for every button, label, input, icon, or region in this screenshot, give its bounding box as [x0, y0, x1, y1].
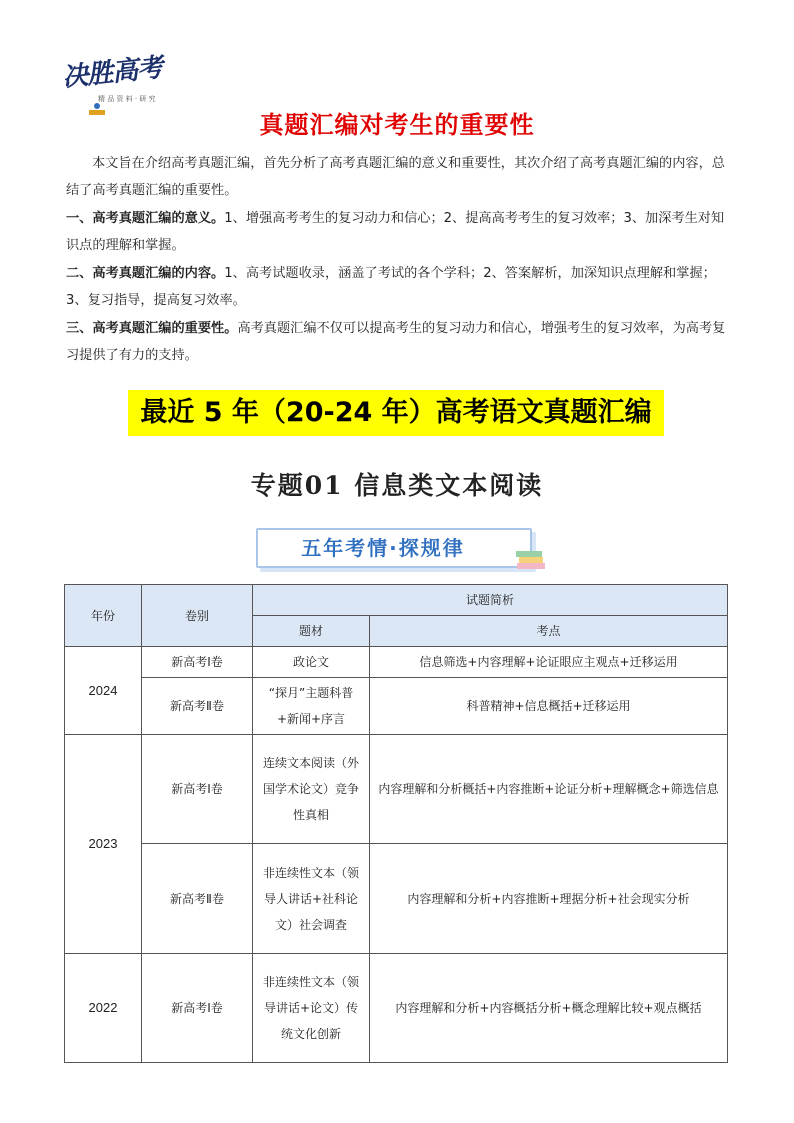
- point-paragraph-3: [66, 315, 728, 369]
- paper-cell: 新高考Ⅱ卷: [142, 678, 253, 735]
- point-paragraph-2: [66, 260, 728, 314]
- header-paper: 卷别: [142, 585, 253, 647]
- points-cell: 内容理解和分析+内容概括分析+概念理解比较+观点概括: [370, 954, 728, 1063]
- page-title: 真题汇编对考生的重要性: [259, 111, 535, 139]
- table-row: [65, 735, 728, 844]
- exam-analysis-table: [64, 584, 728, 1063]
- year-cell: 2024: [65, 647, 142, 735]
- collection-title: 最近 5 年（20-24 年）高考语文真题汇编: [128, 390, 664, 436]
- material-cell: “探月”主题科普+新闻+序言: [253, 678, 370, 735]
- paper-cell: 新高考Ⅰ卷: [142, 954, 253, 1063]
- header-analysis: 试题简析: [253, 585, 728, 616]
- table-row: [65, 678, 728, 735]
- point-lead: 二、高考真题汇编的内容。: [66, 266, 225, 281]
- paper-cell: 新高考Ⅱ卷: [142, 844, 253, 954]
- header-year: 年份: [65, 585, 142, 647]
- table-row: [65, 954, 728, 1063]
- points-cell: 科普精神+信息概括+迁移运用: [370, 678, 728, 735]
- material-cell: 非连续性文本（领导讲话+论文）传统文化创新: [253, 954, 370, 1063]
- points-cell: 信息筛选+内容理解+论证眼应主观点+迁移运用: [370, 647, 728, 678]
- point-text: 高考真题汇编不仅可以提高考生的复习动力和信心，增强考生的复习效率，为高考复习提供了有力的支持。: [66, 321, 726, 363]
- year-cell: 2022: [65, 954, 142, 1063]
- point-text: 1、高考试题收录，涵盖了考试的各个学科；2、答案解析，加深知识点理解和掌握；3、复习指导，提高复习效率。: [66, 266, 716, 308]
- material-cell: 政论文: [253, 647, 370, 678]
- header-points: 考点: [370, 616, 728, 647]
- table-header-row: [65, 585, 728, 616]
- point-text: 1、增强高考考生的复习动力和信心；2、提高高考考生的复习效率；3、加深考生对知识点的理解和掌握。: [66, 211, 725, 253]
- books-icon: [514, 546, 548, 572]
- header-material: 题材: [253, 616, 370, 647]
- point-lead: 一、高考真题汇编的意义。: [66, 211, 225, 226]
- table-row: [65, 647, 728, 678]
- point-paragraph-1: [66, 205, 728, 259]
- paper-cell: 新高考Ⅰ卷: [142, 735, 253, 844]
- material-cell: 非连续性文本（领导人讲话+社科论文）社会调查: [253, 844, 370, 954]
- badge-label: 五年考情·探规律: [301, 536, 465, 560]
- material-cell: 连续文本阅读（外国学术论文）竞争性真相: [253, 735, 370, 844]
- points-cell: 内容理解和分析概括+内容推断+论证分析+理解概念+筛选信息: [370, 735, 728, 844]
- points-cell: 内容理解和分析+内容推断+理据分析+社会现实分析: [370, 844, 728, 954]
- intro-paragraph: 本文旨在介绍高考真题汇编，首先分析了高考真题汇编的意义和重要性，其次介绍了高考真题汇编的内容，总结了高考真题汇编的重要性。: [66, 156, 725, 198]
- paper-cell: 新高考Ⅰ卷: [142, 647, 253, 678]
- point-lead: 三、高考真题汇编的重要性。: [66, 321, 238, 336]
- table-row: [65, 844, 728, 954]
- section-badge: [256, 528, 532, 568]
- logo-subtext: 精 品 资 料 · 研 究: [98, 95, 156, 103]
- topic-title: 专题01 信息类文本阅读: [250, 471, 544, 500]
- logo-text: 决胜高考: [60, 52, 164, 94]
- year-cell: 2023: [65, 735, 142, 954]
